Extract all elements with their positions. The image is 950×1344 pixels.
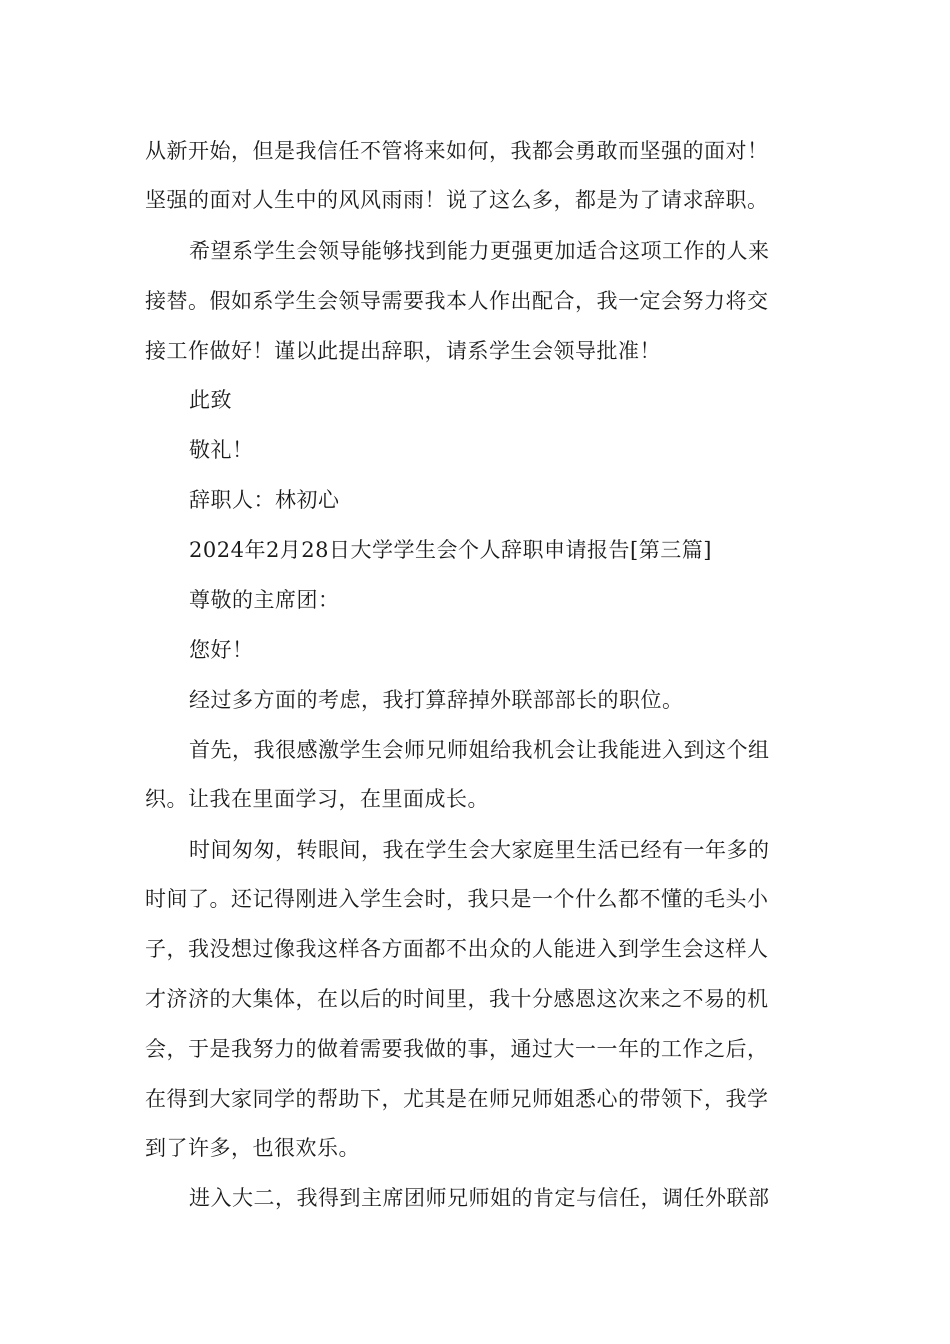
text-line: 织。让我在里面学习，在里面成长。 xyxy=(145,787,489,811)
greeting-hello: 您好！ xyxy=(189,638,254,662)
text-line: 子，我没想过像我这样各方面都不出众的人能进入到学生会这样人 xyxy=(145,937,769,961)
text-line: 坚强的面对人生中的风风雨雨！说了这么多，都是为了请求辞职。 xyxy=(145,188,769,212)
text-line: 在得到大家同学的帮助下，尤其是在师兄师姐悉心的带领下，我学 xyxy=(145,1087,769,1111)
text-line: 才济济的大集体，在以后的时间里，我十分感恩这次来之不易的机 xyxy=(145,987,769,1011)
paragraph-start: 时间匆匆，转眼间，我在学生会大家庭里生活已经有一年多的 xyxy=(189,838,770,862)
closing-regards: 敬礼！ xyxy=(189,438,254,462)
paragraph-start: 希望系学生会领导能够找到能力更强更加适合这项工作的人来 xyxy=(189,239,770,263)
text-line: 接替。假如系学生会领导需要我本人作出配合，我一定会努力将交 xyxy=(145,289,769,313)
text-line: 接工作做好！谨以此提出辞职，请系学生会领导批准！ xyxy=(145,339,661,363)
closing-salutation: 此致 xyxy=(189,388,232,412)
paragraph-start: 经过多方面的考虑，我打算辞掉外联部部长的职位。 xyxy=(189,688,684,712)
signature-line: 辞职人：林初心 xyxy=(189,488,340,512)
text-line: 时间了。还记得刚进入学生会时，我只是一个什么都不懂的毛头小 xyxy=(145,887,769,911)
text-line: 会，于是我努力的做着需要我做的事，通过大一一年的工作之后， xyxy=(145,1037,769,1061)
text-line: 到了许多，也很欢乐。 xyxy=(145,1136,360,1160)
text-line: 从新开始，但是我信任不管将来如何，我都会勇敢而坚强的面对！ xyxy=(145,139,769,163)
paragraph-start: 进入大二，我得到主席团师兄师姐的肯定与信任，调任外联部 xyxy=(189,1186,770,1210)
section-title: 2024年2月28日大学学生会个人辞职申请报告[第三篇] xyxy=(189,538,712,562)
paragraph-start: 首先，我很感激学生会师兄师姐给我机会让我能进入到这个组 xyxy=(189,738,770,762)
greeting: 尊敬的主席团： xyxy=(189,588,340,612)
